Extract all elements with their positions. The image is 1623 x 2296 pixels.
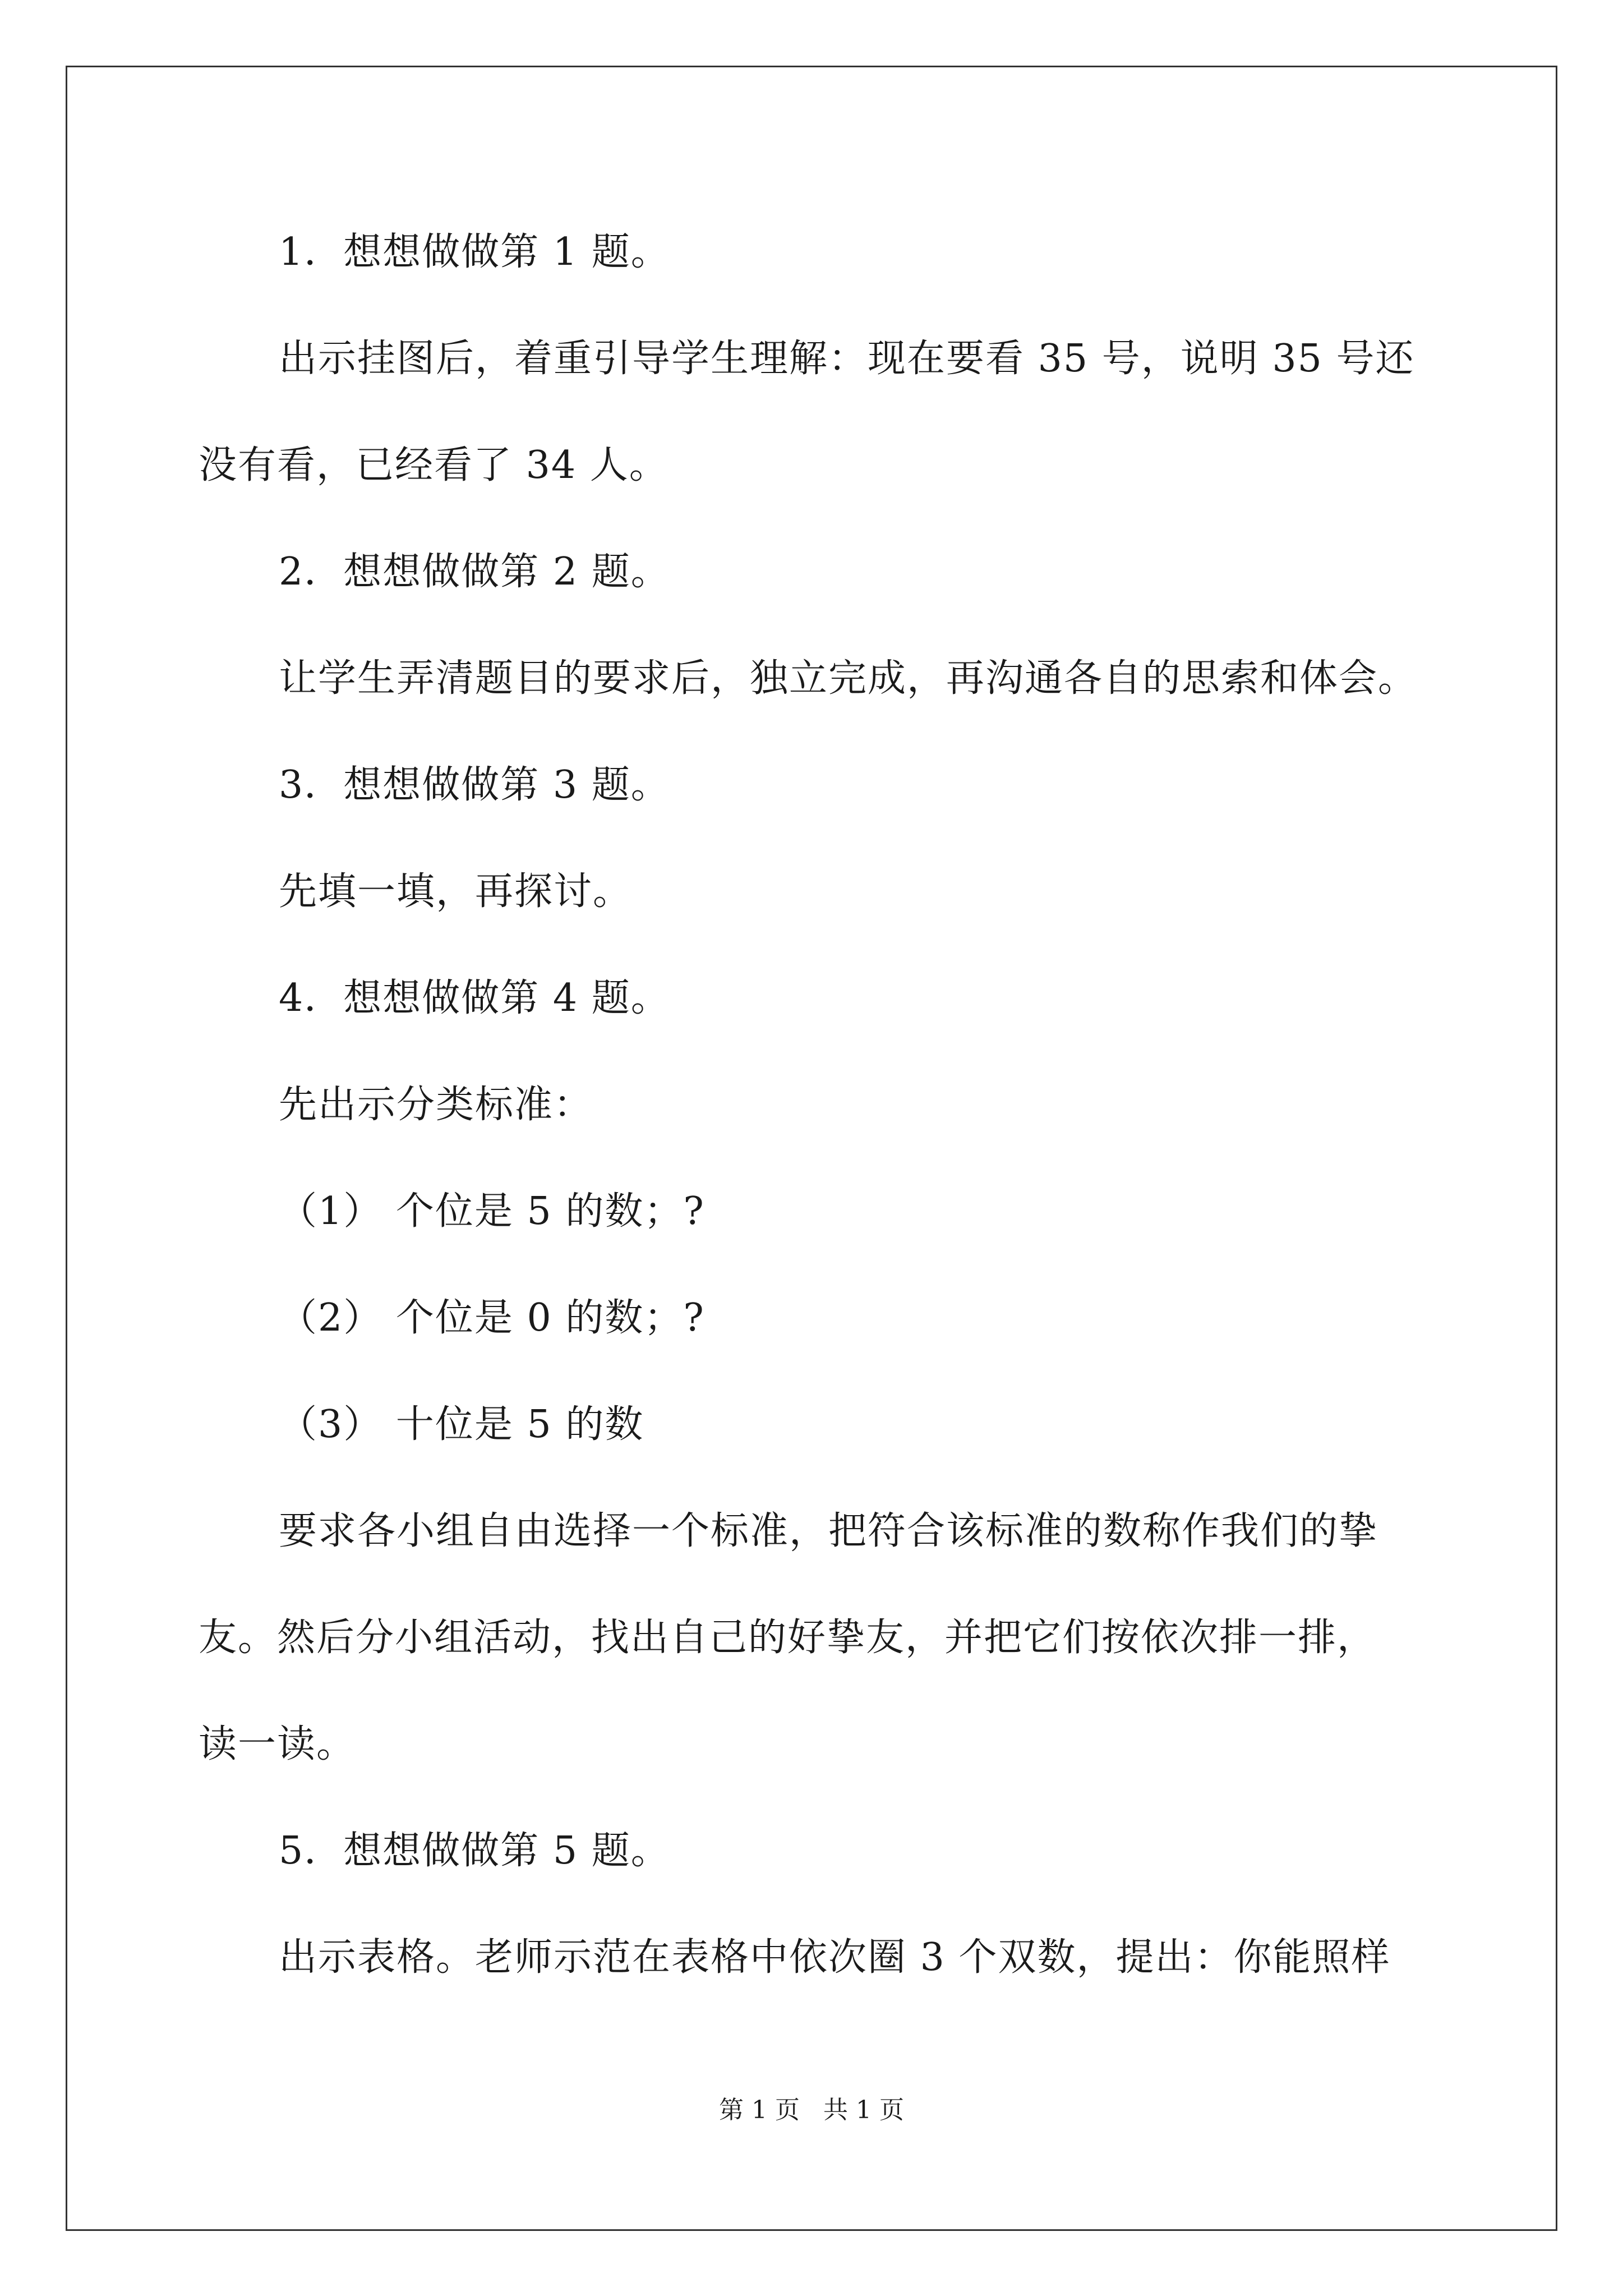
- criterion-item: （1） 个位是 5 的数；?: [279, 1189, 705, 1234]
- item-2-heading: 2．想想做做第 2 题。: [279, 550, 670, 594]
- paragraph-line: 出示挂图后，着重引导学生理解：现在要看 35 号，说明 35 号还: [279, 337, 1415, 381]
- item-4-heading: 4．想想做做第 4 题。: [279, 976, 670, 1020]
- paragraph-line: 要求各小组自由选择一个标准，把符合该标准的数称作我们的挚: [279, 1509, 1378, 1553]
- page-footer: 第 1 页 共 1 页: [719, 2096, 904, 2124]
- paragraph-line: 先填一填，再探讨。: [279, 869, 633, 914]
- item-3-heading: 3．想想做做第 3 题。: [279, 763, 670, 807]
- paragraph-line: 出示表格。老师示范在表格中依次圈 3 个双数，提出：你能照样: [279, 1935, 1391, 1980]
- item-1-heading: 1．想想做做第 1 题。: [279, 230, 670, 274]
- paragraph-line: 友。然后分小组活动，找出自己的好挚友，并把它们按依次排一排，: [199, 1616, 1377, 1660]
- paragraph-line: 让学生弄清题目的要求后，独立完成，再沟通各自的思索和体会。: [279, 656, 1418, 701]
- criterion-item: （2） 个位是 0 的数；?: [279, 1296, 705, 1340]
- page-border: [66, 66, 1557, 2231]
- paragraph-line: 没有看，已经看了 34 人。: [199, 443, 668, 487]
- criterion-item: （3） 十位是 5 的数: [279, 1402, 644, 1447]
- paragraph-line: 读一读。: [199, 1722, 356, 1766]
- paragraph-line: 先出示分类标准：: [279, 1083, 593, 1127]
- item-5-heading: 5．想想做做第 5 题。: [279, 1829, 670, 1873]
